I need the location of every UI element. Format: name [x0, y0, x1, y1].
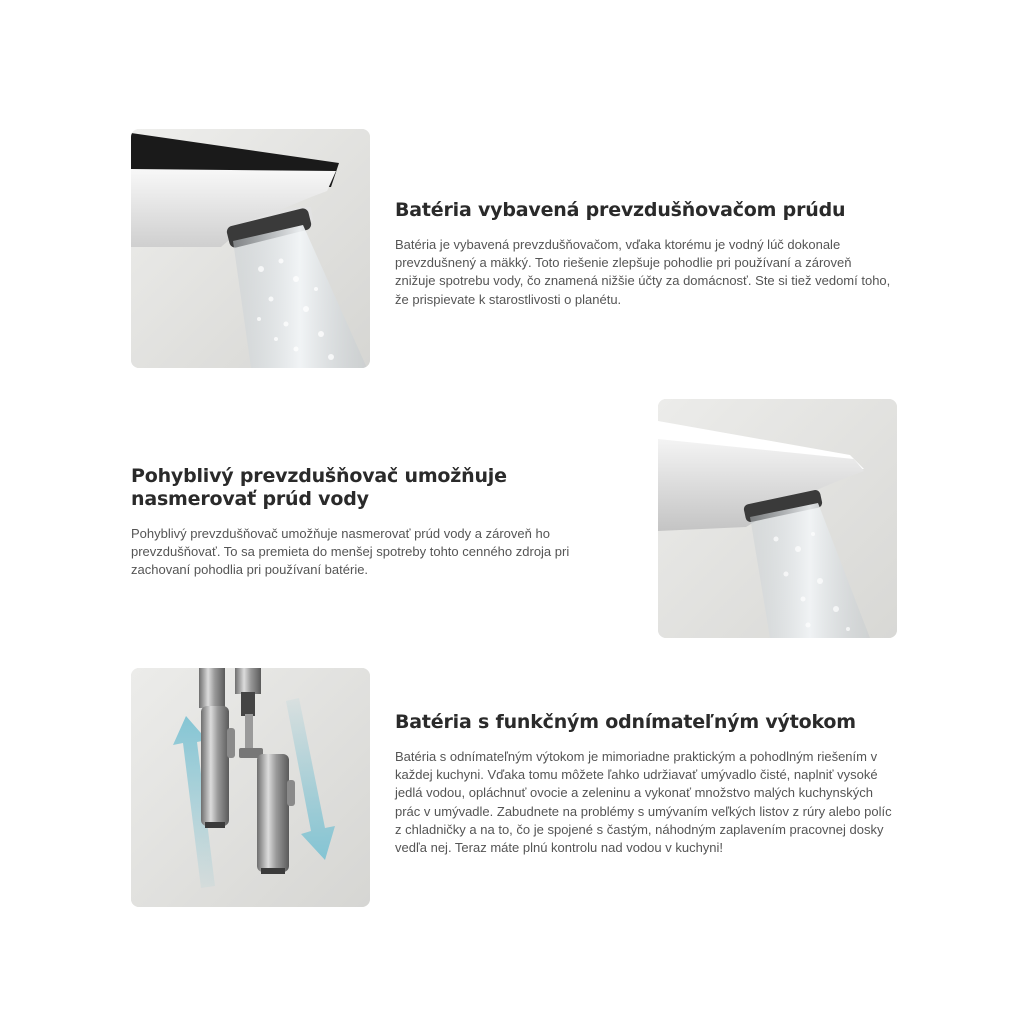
- feature-pull-out-spout-text: [395, 711, 895, 857]
- feature-movable-aerator-title: Pohyblivý prevzdušňovač umožňuje nasmerovať prúd vody: [131, 465, 507, 510]
- feature-pull-out-spout-title: Batéria s funkčným odnímateľným výtokom: [395, 711, 856, 733]
- feature-aerator-description: Batéria je vybavená prevzdušňovačom, vďaka ktorému je vodný lúč dokonale prevzdušnený a mäkký. Toto riešenie zlepšuje pohodlie pri používaní a zároveň znižuje spotrebu vody, čo znamená nižšie účty za domácnosť. Ste si tiež vedomí toho, že prispievate k starostlivosti o planétu.: [395, 237, 891, 307]
- pull-out-spout-image: [131, 668, 370, 907]
- feature-aerator-title: Batéria vybavená prevzdušňovačom prúdu: [395, 199, 846, 221]
- feature-movable-aerator-text: [131, 465, 611, 580]
- faucet-aerator-image: [131, 129, 370, 368]
- feature-pull-out-spout-description: Batéria s odnímateľným výtokom je mimoriadne praktickým a pohodlným riešením v každej kuchyni. Vďaka tomu môžete ľahko udržiavať umývadlo čisté, naplniť vysoké jedlá vodou, opláchnuť ovocie a zeleninu a vykonať množstvo malých kuchynských prác v umývadle. Zabudnete na problémy s umývaním veľkých listov z rúry alebo políc z chladničky a na to, čo je spojené s častým, náhodným zaplavením pracovnej dosky vedľa nej. Teraz máte plnú kontrolu nad vodou v kuchyni!: [395, 749, 892, 856]
- faucet-movable-aerator-image: [658, 399, 897, 638]
- faucet-aerator-illustration: [131, 129, 370, 368]
- feature-movable-aerator-description: Pohyblivý prevzdušňovač umožňuje nasmerovať prúd vody a zároveň ho prevzdušňovať. To sa premieta do menšej spotreby tohto cenného zdroja pri zachovaní pohodlia pri používaní batérie.: [131, 526, 570, 578]
- faucet-movable-aerator-illustration: [658, 399, 897, 638]
- feature-aerator-text: [395, 199, 895, 309]
- pull-out-spout-illustration: [131, 668, 370, 907]
